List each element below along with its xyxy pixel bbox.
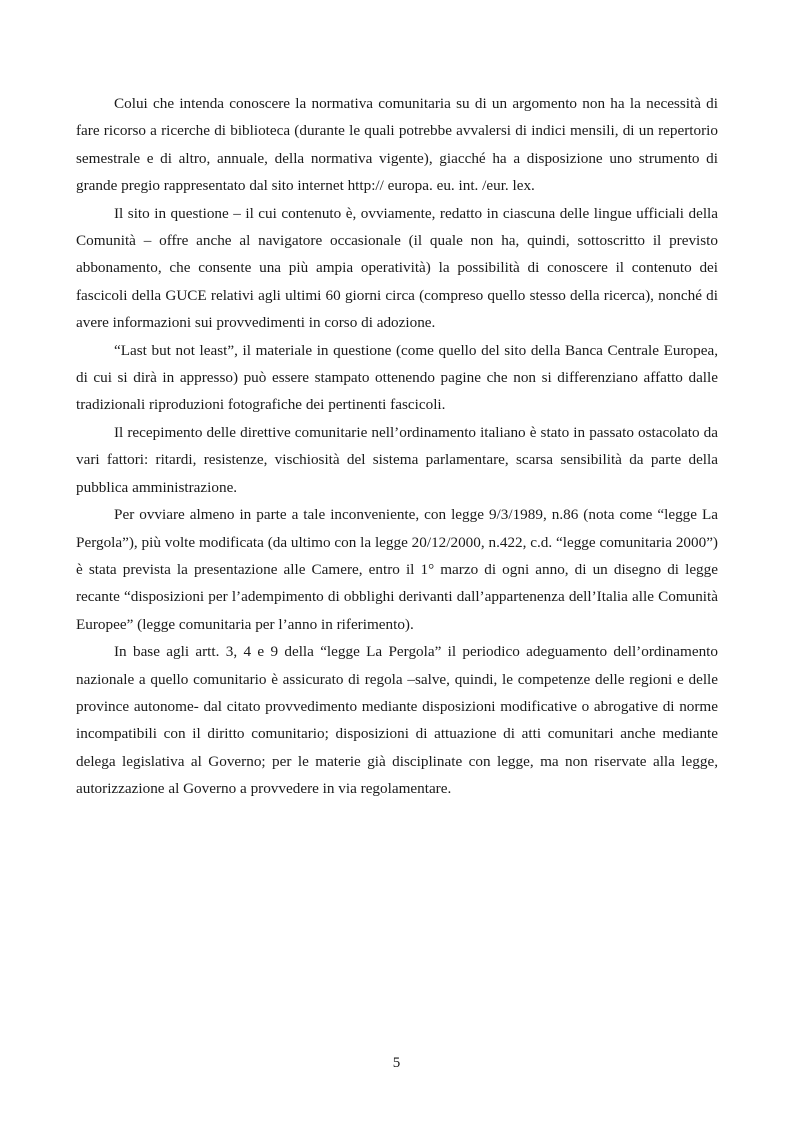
page-number: 5 bbox=[392, 1055, 401, 1071]
paragraph-2: Il sito in questione – il cui contenuto è, ovviamente, redatto in ciascuna delle lingue ufficiali della Comunità – offre anche al navigatore occasionale (il quale non ha, quindi, sottoscritto il previsto abbonamento, che consente una più ampia operatività) la possibilità di conoscere il contenuto dei fascicoli della GUCE relativi agli ultimi 60 giorni circa (compreso quello stesso della ricerca), nonché di avere informazioni sui provvedimenti in corso di adozione. bbox=[76, 204, 718, 332]
paragraph-6: In base agli artt. 3, 4 e 9 della “legge La Pergola” il periodico adeguamento dell’ordinamento nazionale a quello comunitario è assicurato di regola –salve, quindi, le competenze delle regioni e delle province autonome- dal citato provvedimento mediante disposizioni modificative o abrogative di norme incompatibili con il diritto comunitario; disposizioni di attuazione di atti comunitari anche mediante delega legislativa al Governo; per le materie già disciplinate con legge, ma non riservate alla legge, autorizzazione al Governo a provvedere in via regolamentare. bbox=[76, 643, 718, 798]
paragraph-1: Colui che intenda conoscere la normativa comunitaria su di un argomento non ha la necessità di fare ricorso a ricerche di biblioteca (durante le quali potrebbe avvalersi di indici mensili, di un repertorio semestrale e di altro, annuale, della normativa vigente), giacché ha a disposizione uno strumento di grande pregio rappresentato dal sito internet http:// europa. eu. int. /eur. lex. bbox=[76, 95, 718, 195]
body-text bbox=[76, 90, 718, 803]
paragraph-5: Per ovviare almeno in parte a tale inconveniente, con legge 9/3/1989, n.86 (nota come “legge La Pergola”), più volte modificata (da ultimo con la legge 20/12/2000, n.422, c.d. “legge comunitaria 2000”) è stata prevista la presentazione alle Camere, entro il 1° marzo di ogni anno, di un disegno di legge recante “disposizioni per l’adempimento di obblighi derivanti dall’appartenenza dell’Italia alle Comunità Europee” (legge comunitaria per l’anno in riferimento). bbox=[76, 506, 718, 633]
paragraph-4: Il recepimento delle direttive comunitarie nell’ordinamento italiano è stato in passato ostacolato da vari fattori: ritardi, resistenze, vischiosità del sistema parlamentare, scarsa sensibilità da parte della pubblica amministrazione. bbox=[76, 423, 718, 496]
paragraph-3: “Last but not least”, il materiale in questione (come quello del sito della Banca Centrale Europea, di cui si dirà in appresso) può essere stampato ottenendo pagine che non si differenziano affatto dalle tradizionali riproduzioni fotografiche dei pertinenti fascicoli. bbox=[76, 341, 718, 414]
